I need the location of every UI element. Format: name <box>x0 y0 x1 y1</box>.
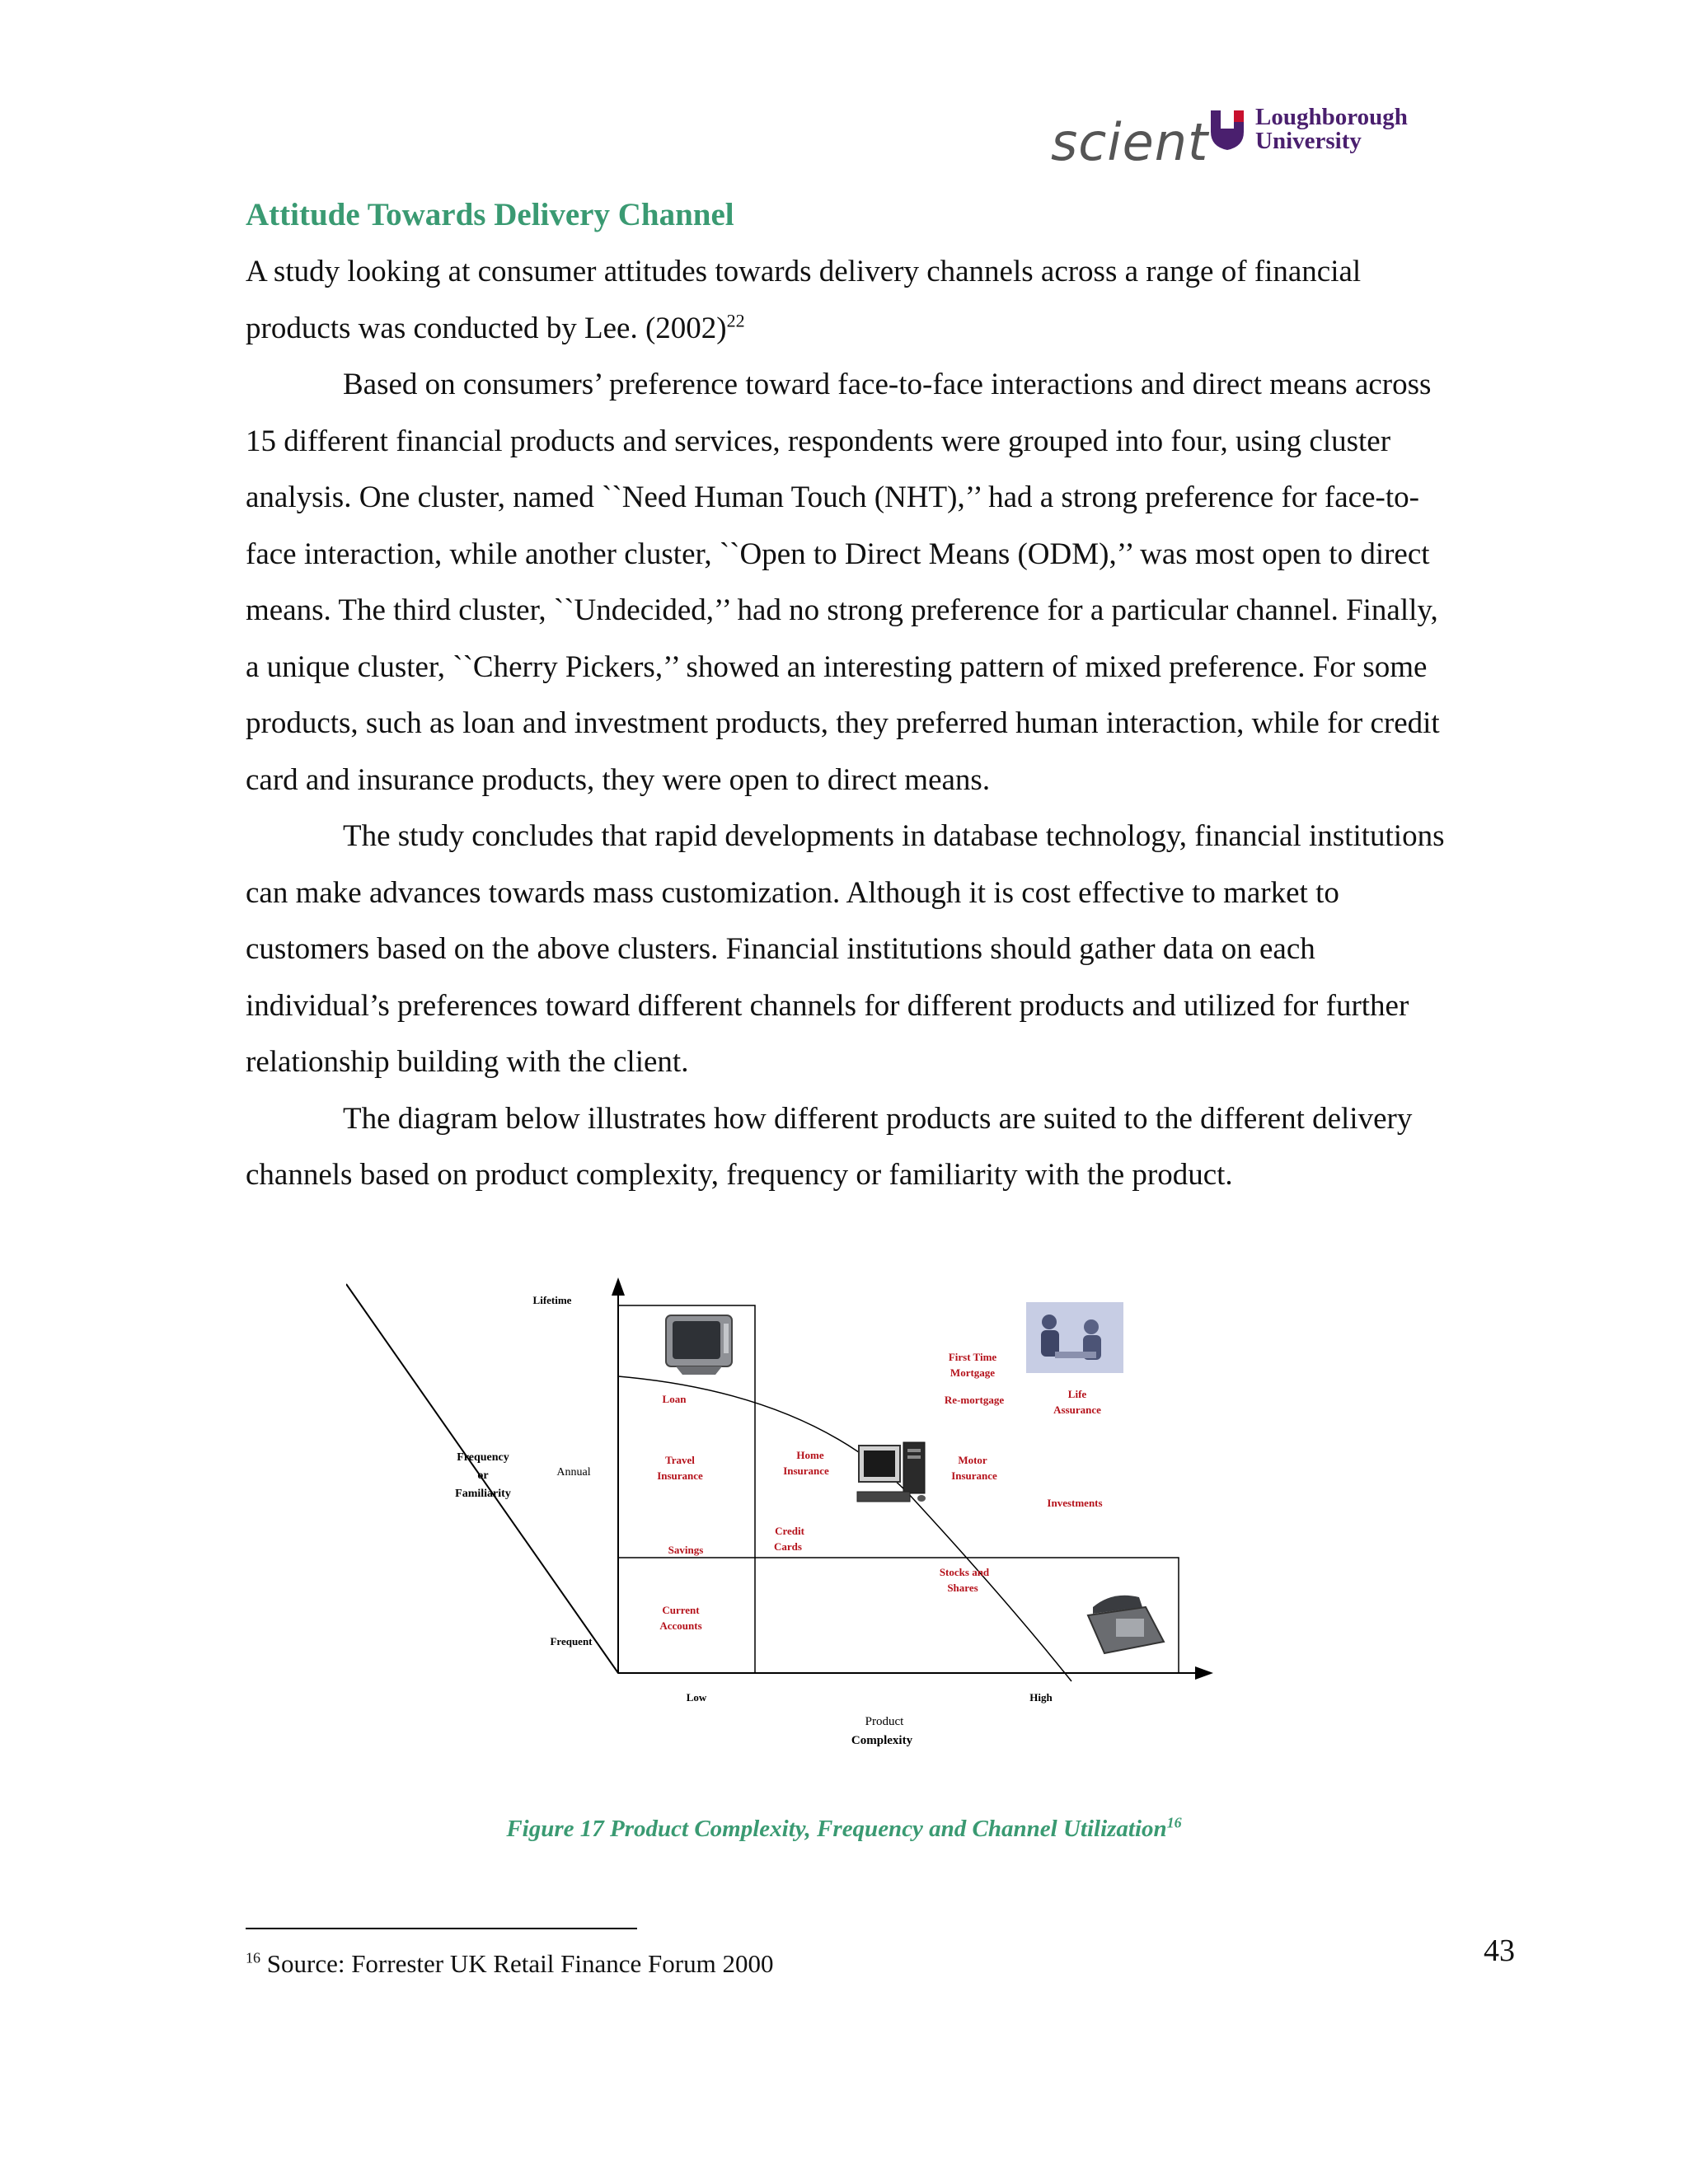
body-text <box>246 244 1449 1204</box>
product-remortgage: Re-mortgage <box>944 1394 1005 1406</box>
y-level-frequent: Frequent <box>550 1635 593 1647</box>
footnote-divider <box>246 1928 637 1929</box>
product-stocks-line1: Stocks and <box>939 1566 990 1578</box>
scient-logo <box>1051 112 1208 172</box>
product-current-line1: Current <box>662 1604 700 1616</box>
x-axis-title-line2: Complexity <box>851 1734 913 1747</box>
product-life-line2: Assurance <box>1053 1404 1101 1416</box>
product-first-mortgage-line1: First Time <box>948 1351 997 1363</box>
y-axis-title-line1: Frequency <box>457 1451 509 1464</box>
y-level-annual: Annual <box>556 1466 591 1479</box>
telephone-icon <box>1088 1596 1164 1653</box>
university-name-line1: Loughborough <box>1255 104 1408 130</box>
product-current-line2: Accounts <box>659 1619 702 1632</box>
y-axis-title-line2: or <box>477 1469 489 1482</box>
figure-caption-ref: 16 <box>1166 1814 1182 1831</box>
product-home-line1: Home <box>796 1449 824 1461</box>
university-name <box>1255 105 1408 153</box>
paragraph-3: The study concludes that rapid developments in database technology, financial institutions can make advances towards mass customization. Although it is cost effective to market to customers based on the above clusters. Financial institutions should gather data on each individual’s preferences toward different channels for different products and utilized for further relationship building with the client. <box>246 819 1445 1079</box>
meeting-people-icon <box>1026 1302 1123 1373</box>
product-travel-line2: Insurance <box>657 1469 703 1482</box>
y-axis-title-line3: Familiarity <box>455 1488 511 1500</box>
section-heading: Attitude Towards Delivery Channel <box>246 197 734 232</box>
y-axis-title <box>455 1451 511 1500</box>
product-credit-line1: Credit <box>775 1525 804 1537</box>
paragraph-2: Based on consumers’ preference toward face-to-face interactions and direct means across 15 different financial products and services, respondents were grouped into four, using cluster analysis. One cluster, named ``Need Human Touch (NHT),’’ had a strong preference for face-to-face interaction, while another cluster, ``Open to Direct Means (ODM),’’ was most open to direct means. The third cluster, ``Undecided,’’ had no strong preference for a particular channel. Finally, a unique cluster, ``Cherry Pickers,’’ showed an interesting pattern of mixed preference. For some products, such as loan and investment products, they preferred human interaction, while for credit card and insurance products, they were open to direct means. <box>246 368 1440 797</box>
x-axis-arrow-icon <box>1195 1666 1213 1680</box>
y-level-lifetime: Lifetime <box>532 1294 572 1306</box>
paragraph-4: The diagram below illustrates how different products are suited to the different delivery channels based on product complexity, frequency or familiarity with the product. <box>246 1101 1413 1192</box>
paragraph-1-text: A study looking at consumer attitudes towards delivery channels across a range of financial products was conducted by Lee. (2002) <box>246 255 1362 345</box>
figure-caption <box>0 1816 1688 1843</box>
product-savings: Savings <box>668 1544 704 1556</box>
television-icon <box>666 1315 732 1375</box>
computer-icon <box>857 1442 926 1502</box>
footnote-text: Source: Forrester UK Retail Finance Forum 2000 <box>260 1949 774 1978</box>
footnote <box>246 1949 773 1979</box>
citation-ref: 22 <box>726 310 745 331</box>
product-life-line1: Life <box>1067 1388 1087 1400</box>
x-level-high: High <box>1029 1691 1053 1704</box>
product-loan: Loan <box>662 1393 687 1405</box>
product-first-mortgage-line2: Mortgage <box>950 1366 996 1379</box>
product-motor-line1: Motor <box>958 1454 987 1466</box>
product-motor-line2: Insurance <box>951 1469 997 1482</box>
product-credit-line2: Cards <box>774 1540 802 1553</box>
complexity-frequency-diagram <box>346 1269 1236 1772</box>
page-number: 43 <box>1484 1933 1515 1968</box>
product-investments: Investments <box>1047 1497 1103 1509</box>
figure-caption-text: Figure 17 Product Complexity, Frequency and Channel Utilization <box>506 1816 1167 1842</box>
university-shield-icon <box>1209 109 1245 152</box>
scient-logo-text: scient <box>1051 112 1209 172</box>
product-home-line2: Insurance <box>783 1465 829 1477</box>
product-travel-line1: Travel <box>665 1454 695 1466</box>
header-logos <box>1051 104 1430 172</box>
channel-boundary-curve <box>618 1376 1071 1681</box>
x-level-low: Low <box>686 1691 707 1704</box>
university-name-line2: University <box>1255 128 1362 154</box>
paragraph-1 <box>246 244 1449 357</box>
footnote-ref: 16 <box>246 1949 260 1966</box>
x-axis-title-line1: Product <box>865 1715 904 1728</box>
product-stocks-line2: Shares <box>947 1582 978 1594</box>
